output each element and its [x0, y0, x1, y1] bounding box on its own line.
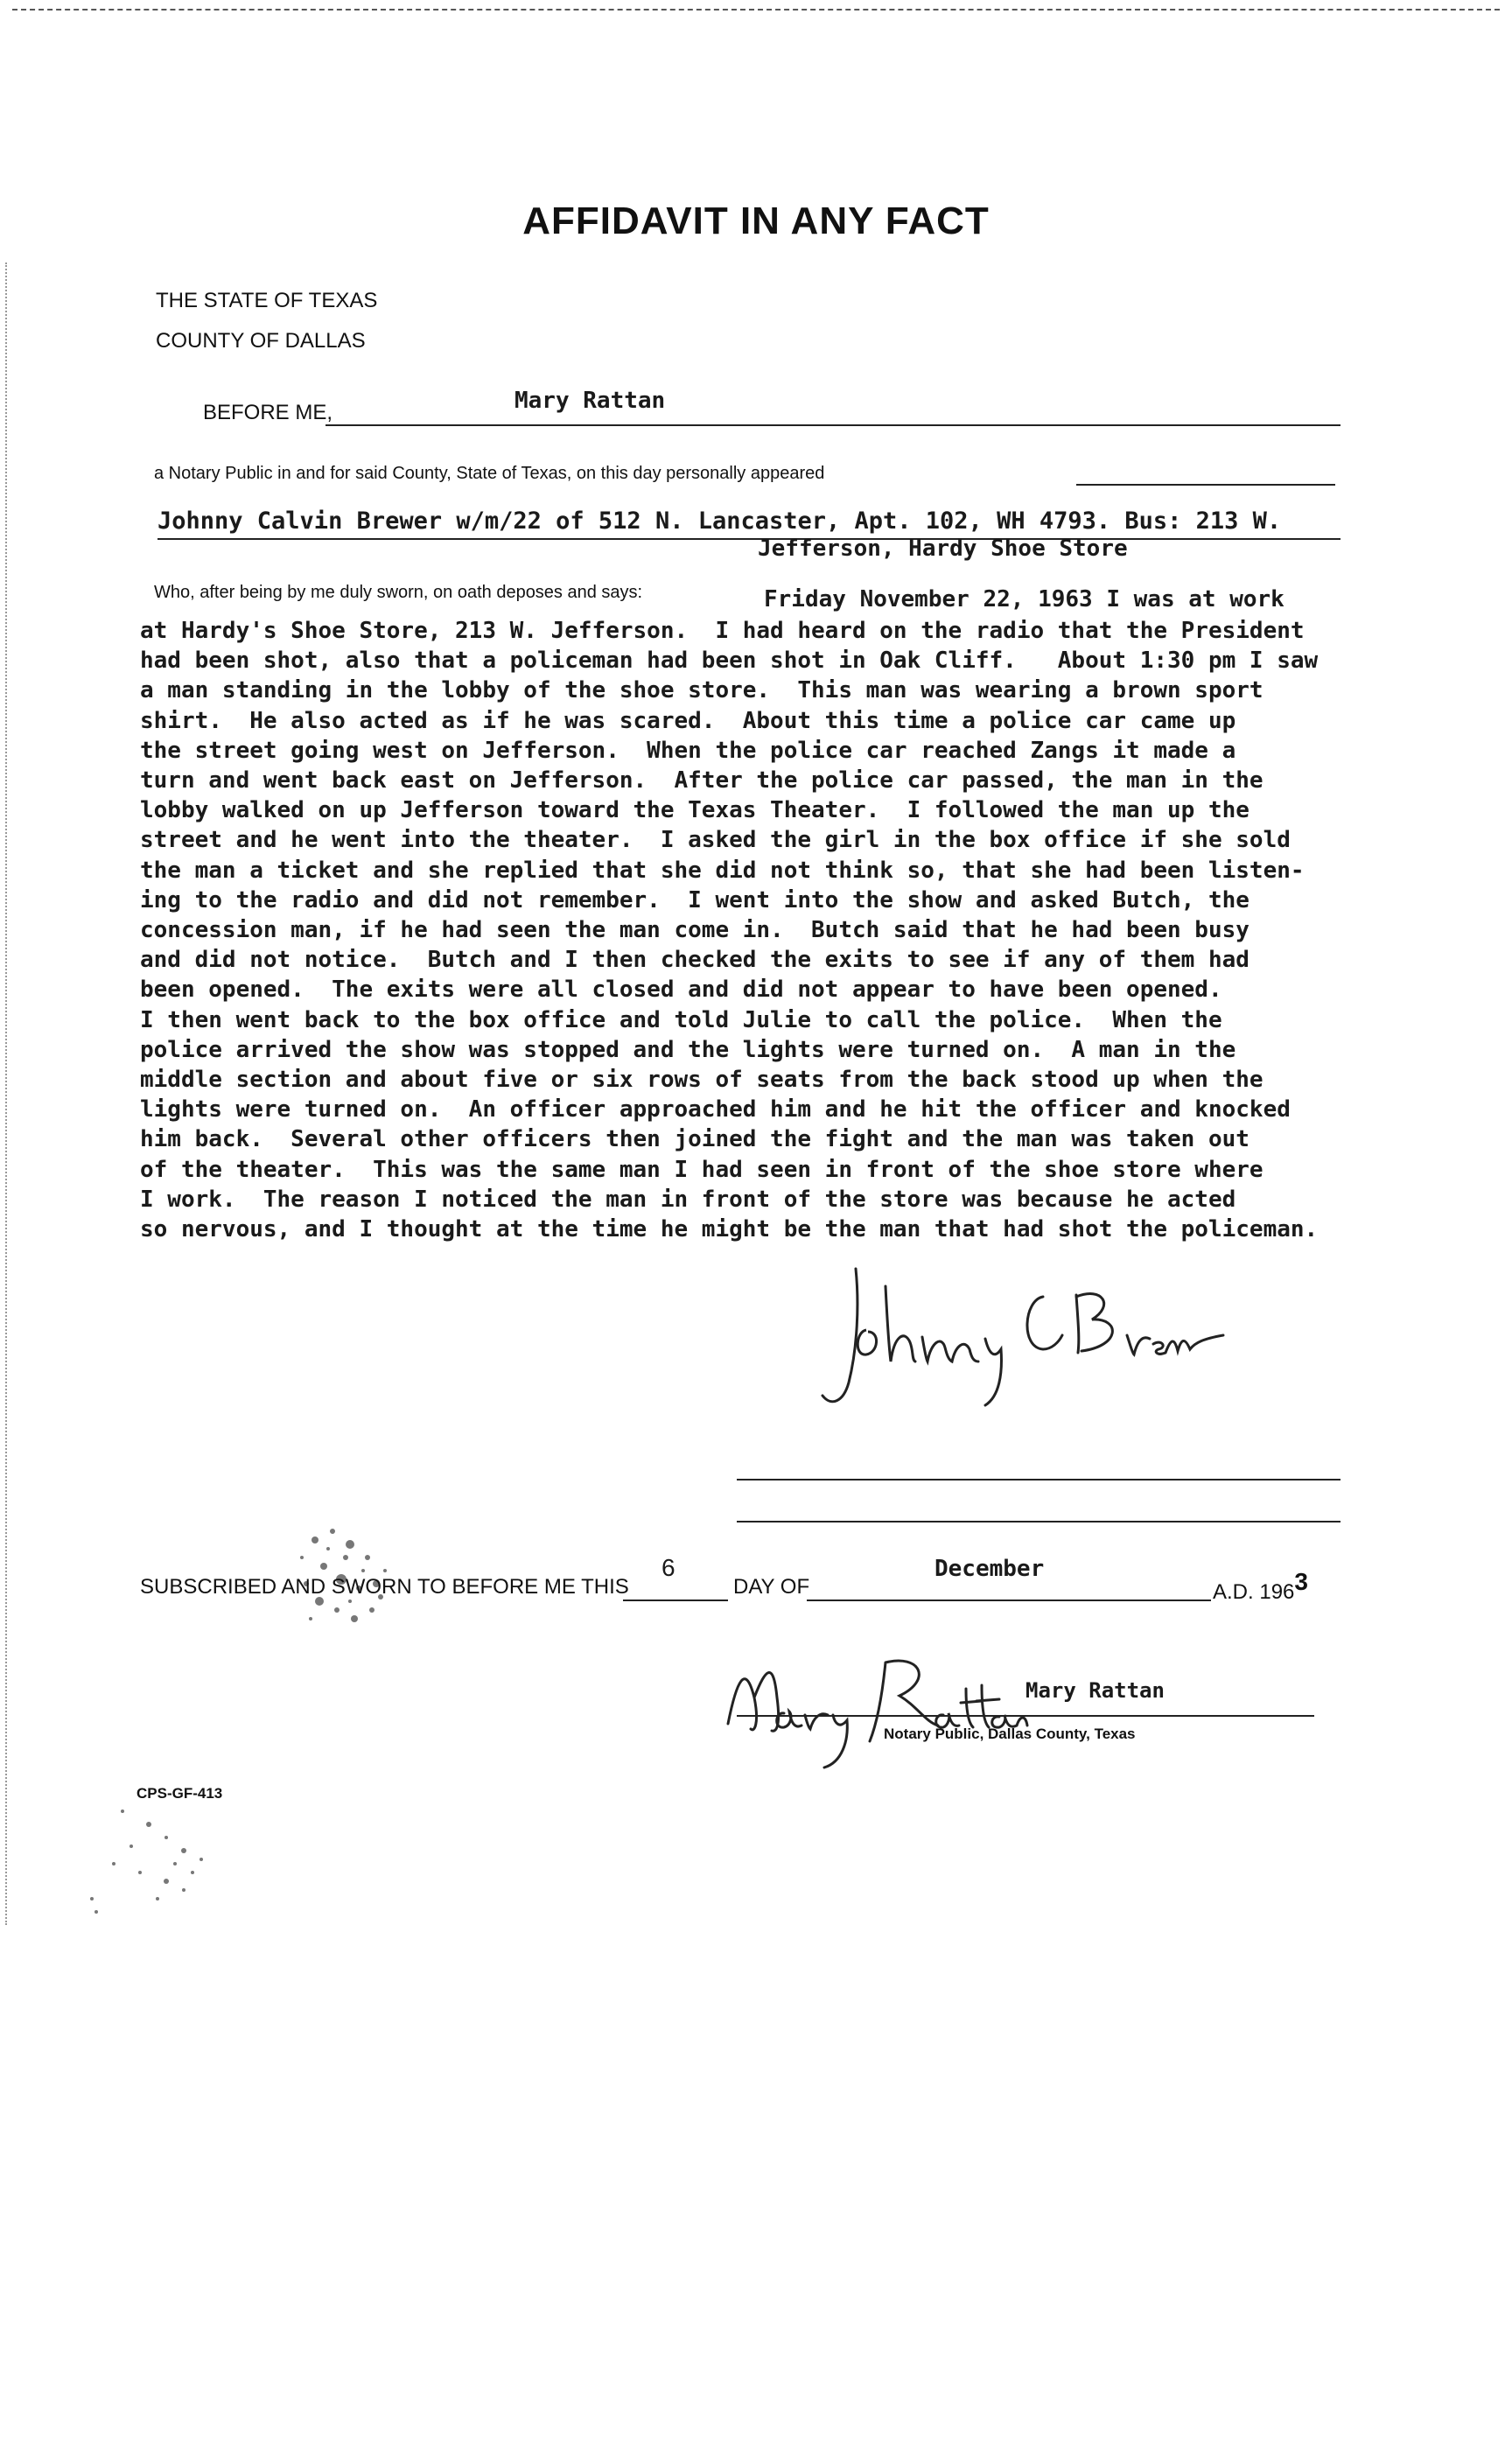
affiant-signature-rule-1	[737, 1479, 1340, 1480]
statement-line: I work. The reason I noticed the man in front of the store was because he acted	[140, 1186, 1236, 1213]
subscribed-label: SUBSCRIBED AND SWORN TO BEFORE ME THIS	[140, 1575, 629, 1599]
notary-appeared-text: a Notary Public in and for said County, State of Texas, on this day personally appeared	[154, 464, 825, 483]
affiant-rule	[158, 538, 1340, 540]
notary-caption: Notary Public, Dallas County, Texas	[884, 1726, 1136, 1742]
top-edge-line	[12, 9, 1500, 10]
statement-line: shirt. He also acted as if he was scared. About this time a police car came up	[140, 707, 1236, 734]
statement-line: I then went back to the box office and told Julie to call the police. When the	[140, 1006, 1222, 1033]
affiant-line-2: Jefferson, Hardy Shoe Store	[758, 536, 1128, 562]
affiant-signature	[814, 1251, 1234, 1418]
statement-line: the street going west on Jefferson. When the police car reached Zangs it made a	[140, 737, 1236, 764]
before-me-rule	[326, 424, 1340, 426]
statement-line: so nervous, and I thought at the time he might be the man that had shot the policeman.	[140, 1216, 1319, 1243]
document-title: AFFIDAVIT IN ANY FACT	[522, 200, 990, 242]
notary-signature-rule	[737, 1715, 1314, 1717]
statement-line: and did not notice. Butch and I then checked the exits to see if any of them had	[140, 947, 1250, 974]
county-line: COUNTY OF DALLAS	[156, 329, 366, 353]
statement-line: him back. Several other officers then joined the fight and the man was taken out	[140, 1126, 1250, 1153]
day-of-label: DAY OF	[733, 1575, 810, 1599]
notary-signature	[719, 1645, 1034, 1776]
stamp-residue	[70, 1776, 245, 1934]
statement-line: the man a ticket and she replied that she did not think so, that she had been listen-	[140, 857, 1305, 884]
before-me-name: Mary Rattan	[514, 388, 666, 414]
statement-line: lobby walked on up Jefferson toward the Texas Theater. I followed the man up the	[140, 797, 1250, 824]
state-line: THE STATE OF TEXAS	[156, 289, 378, 312]
statement-line: police arrived the show was stopped and the lights were turned on. A man in the	[140, 1036, 1236, 1063]
day-rule	[623, 1600, 728, 1601]
month-value: December	[934, 1556, 1045, 1582]
notary-typed-name: Mary Rattan	[1026, 1678, 1165, 1703]
appeared-rule	[1076, 484, 1335, 486]
form-number: CPS-GF-413	[136, 1785, 223, 1802]
ad-year-prefix: A.D. 196	[1213, 1580, 1295, 1604]
statement-first-line: Friday November 22, 1963 I was at work	[764, 586, 1284, 612]
before-me-label: BEFORE ME,	[203, 401, 333, 424]
affiant-line-1: Johnny Calvin Brewer w/m/22 of 512 N. Lancaster, Apt. 102, WH 4793. Bus: 213 W.	[158, 508, 1282, 535]
day-value: 6	[662, 1554, 676, 1581]
statement-line: at Hardy's Shoe Store, 213 W. Jefferson. I had heard on the radio that the President	[140, 618, 1305, 644]
statement-line: lights were turned on. An officer approached him and he hit the officer and knocked	[140, 1096, 1291, 1124]
statement-body	[140, 616, 1452, 1244]
statement-line: of the theater. This was the same man I had seen in front of the shoe store where	[140, 1156, 1264, 1183]
statement-line: concession man, if he had seen the man come in. Butch said that he had been busy	[140, 917, 1250, 944]
statement-line: been opened. The exits were all closed and did not appear to have been opened.	[140, 976, 1222, 1004]
statement-line: a man standing in the lobby of the shoe store. This man was wearing a brown sport	[140, 677, 1264, 704]
statement-line: middle section and about five or six rows of seats from the back stood up when the	[140, 1067, 1264, 1094]
statement-line: turn and went back east on Jefferson. After the police car passed, the man in the	[140, 767, 1264, 794]
left-edge-dots	[5, 262, 7, 1925]
statement-line: ing to the radio and did not remember. I went into the show and asked Butch, the	[140, 886, 1250, 914]
ad-label	[1213, 1568, 1308, 1605]
year-digit: 3	[1294, 1568, 1308, 1595]
affiant-signature-rule-2	[737, 1521, 1340, 1522]
sworn-text: Who, after being by me duly sworn, on oath deposes and says:	[154, 583, 643, 602]
statement-line: street and he went into the theater. I asked the girl in the box office if she sold	[140, 827, 1291, 854]
month-rule	[807, 1600, 1211, 1601]
statement-line: had been shot, also that a policeman had been shot in Oak Cliff. About 1:30 pm I saw	[140, 648, 1319, 675]
